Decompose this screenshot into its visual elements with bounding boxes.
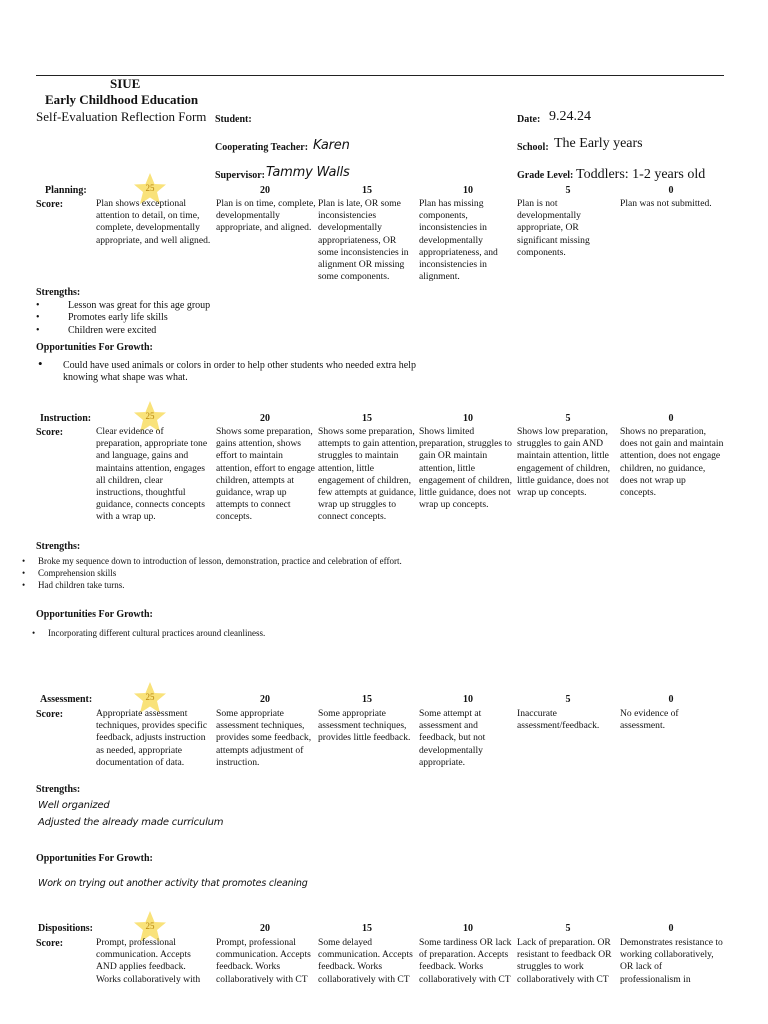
coop-value: Karen: [313, 138, 350, 153]
coop-label: Cooperating Teacher:: [215, 142, 309, 153]
list-item: •: [36, 312, 40, 323]
list-item: •: [36, 300, 40, 311]
score-5: 5: [565, 923, 571, 934]
rubric-cell: Plan is on time, complete, developmentally appropriate, and aligned.: [216, 198, 316, 234]
rubric-cell: Plan was not submitted.: [620, 198, 712, 209]
score-20: 20: [260, 694, 270, 705]
rubric-cell: Plan is not developmentally appropriate, OR significant missing components.: [517, 198, 590, 258]
score-label: Score:: [36, 938, 64, 949]
score-10: 10: [463, 694, 473, 705]
score-label: Score:: [36, 709, 64, 720]
list-item: Lesson was great for this age group: [68, 300, 211, 311]
list-item: Could have used animals or colors in order to help other students who needed extra help knowing what shape was what.: [63, 360, 416, 384]
list-item: Broke my sequence down to introduction of lesson, demonstration, practice and celebration of effort.: [38, 556, 402, 566]
list-item: Comprehension skills: [38, 568, 117, 578]
rubric-cell: Shows limited preparation, struggles to gain OR maintain attention, little engagement of children, little guidance, does not wrap up concepts.: [419, 426, 512, 511]
score-20: 20: [260, 185, 270, 196]
rubric-cell: Some appropriate assessment techniques, provides little feedback.: [318, 708, 411, 744]
rubric-cell: Plan has missing components, inconsistencies in developmentally appropriateness, and inconsistencies in alignment.: [419, 198, 498, 283]
rubric-cell: Some tardiness OR lack of preparation. Accepts feedback. Works collaboratively with CT: [419, 937, 512, 985]
score-label: Score:: [36, 199, 64, 210]
list-item: Work on trying out another activity that promotes cleaning: [38, 878, 308, 889]
school-label: School:: [517, 142, 549, 153]
score-25: 25: [145, 411, 155, 421]
growth-label: Opportunities For Growth:: [36, 853, 153, 864]
score-25: 25: [145, 183, 155, 193]
list-item: •: [22, 568, 26, 578]
list-item: Promotes early life skills: [68, 312, 168, 323]
score-0: 0: [668, 923, 674, 934]
score-0: 0: [668, 413, 674, 424]
list-item: Children were excited: [68, 325, 157, 336]
score-15: 15: [362, 923, 372, 934]
list-item: Had children take turns.: [38, 580, 125, 590]
rubric-cell: Inaccurate assessment/feedback.: [517, 708, 600, 732]
score-15: 15: [362, 185, 372, 196]
strengths-label: Strengths:: [36, 784, 81, 795]
rubric-cell: Prompt, professional communication. Accepts AND applies feedback. Works collaboratively with: [96, 937, 201, 985]
rubric-cell: Some delayed communication. Accepts feedback. Works collaboratively with CT: [318, 937, 413, 985]
list-item: Well organized: [38, 800, 110, 811]
score-20: 20: [260, 413, 270, 424]
rubric-cell: Plan shows exceptional attention to detail, on time, complete, developmentally appropriate, and well aligned.: [96, 198, 211, 246]
score-20: 20: [260, 923, 270, 934]
strengths-label: Strengths:: [36, 541, 81, 552]
score-25: 25: [145, 921, 155, 931]
rubric-cell: Lack of preparation. OR resistant to feedback OR struggles to work collaboratively with CT: [517, 937, 612, 985]
dept-name: Early Childhood Education: [45, 92, 199, 107]
planning-title: Planning:: [45, 185, 87, 196]
date-label: Date:: [517, 114, 541, 125]
growth-label: Opportunities For Growth:: [36, 342, 153, 353]
list-item: •: [22, 556, 26, 566]
list-item: Incorporating different cultural practices around cleanliness.: [48, 628, 266, 638]
supervisor-value: Tammy Walls: [266, 165, 350, 180]
score-0: 0: [668, 694, 674, 705]
score-15: 15: [362, 413, 372, 424]
rubric-cell: Shows low preparation, struggles to gain AND maintain attention, little engagement of children, little guidance, does not wrap up concepts.: [517, 426, 610, 499]
dispositions-title: Dispositions:: [38, 923, 94, 934]
score-25: 25: [145, 692, 155, 702]
instruction-title: Instruction:: [40, 413, 92, 424]
rubric-cell: Clear evidence of preparation, appropriate tone and language, gains and maintains attention, engages all children, clear instructions, thoughtful guidance, connects concepts with a wrap up.: [96, 426, 208, 523]
growth-label: Opportunities For Growth:: [36, 609, 153, 620]
score-10: 10: [463, 923, 473, 934]
student-label: Student:: [215, 114, 252, 125]
org-name: SIUE: [110, 76, 141, 91]
rubric-cell: Some appropriate assessment techniques, provides some feedback, attempts adjustment of instruction.: [216, 708, 312, 768]
rubric-cell: Prompt, professional communication. Accepts feedback. Works collaboratively with CT: [216, 937, 311, 985]
score-0: 0: [668, 185, 674, 196]
list-item: Adjusted the already made curriculum: [38, 817, 224, 828]
strengths-label: Strengths:: [36, 287, 81, 298]
rubric-cell: No evidence of assessment.: [620, 708, 679, 732]
score-10: 10: [463, 413, 473, 424]
rubric-cell: Plan is late, OR some inconsistencies developmentally appropriateness, OR some inconsistencies in alignment OR missing some components.: [318, 198, 409, 283]
score-label: Score:: [36, 427, 64, 438]
grade-value: Toddlers: 1-2 years old: [576, 167, 706, 182]
rubric-cell: Shows some preparation, gains attention, shows effort to maintain attention, effort to engage children, attempts at guidance, wrap up attempts to connect concepts.: [216, 426, 315, 523]
list-item: •: [38, 356, 43, 371]
assessment-title: Assessment:: [40, 694, 93, 705]
grade-label: Grade Level:: [517, 170, 574, 181]
score-5: 5: [565, 413, 571, 424]
supervisor-label: Supervisor:: [215, 170, 265, 181]
school-value: The Early years: [554, 136, 643, 151]
score-5: 5: [565, 185, 571, 196]
score-15: 15: [362, 694, 372, 705]
rubric-cell: Shows no preparation, does not gain and maintain attention, does not engage children, no guidance, does not wrap up concepts.: [620, 426, 724, 499]
date-value: 9.24.24: [549, 109, 591, 124]
list-item: •: [32, 628, 36, 638]
form-title: Self-Evaluation Reflection Form: [36, 109, 207, 124]
rubric-cell: Some attempt at assessment and feedback, but not developmentally appropriate.: [419, 708, 486, 768]
rubric-cell: Shows some preparation, attempts to gain attention, struggles to maintain attention, little engagement of children, few attempts at guidance, wrap up struggles to connect concepts.: [318, 426, 418, 523]
score-10: 10: [463, 185, 473, 196]
rubric-cell: Appropriate assessment techniques, provides specific feedback, adjusts instruction as needed, appropriate documentation of data.: [96, 708, 208, 768]
score-5: 5: [565, 694, 571, 705]
rubric-cell: Demonstrates resistance to working collaboratively, OR lack of professionalism in: [620, 937, 723, 985]
list-item: •: [22, 580, 26, 590]
list-item: •: [36, 325, 40, 336]
